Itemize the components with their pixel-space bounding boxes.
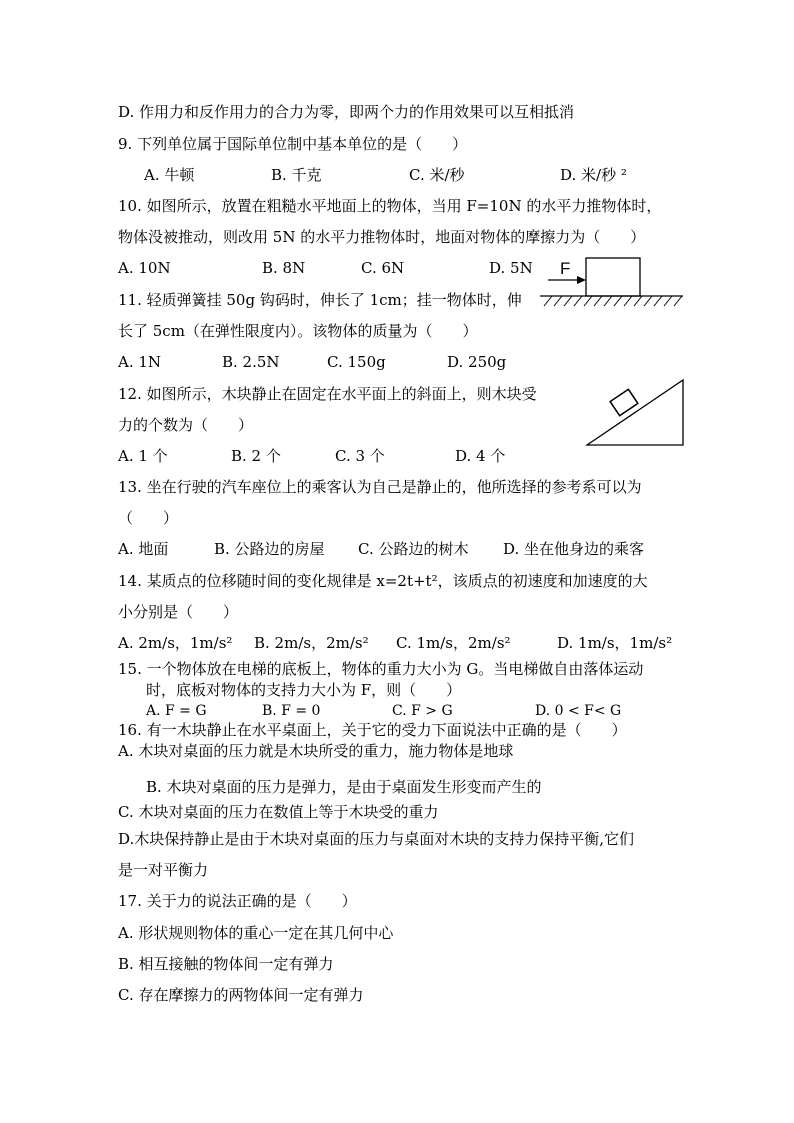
block	[586, 258, 640, 296]
q12-option-b: B. 2 个	[231, 447, 281, 465]
q9-option-c: C. 米/秒	[409, 166, 465, 184]
q15-stem-1: 15. 一个物体放在电梯的底板上，物体的重力大小为 G。当电梯做自由落体运动	[118, 660, 644, 678]
q15-option-a: A. F = G	[146, 703, 207, 719]
q10-stem-2: 物体没被推动，则改用 5N 的水平力推物体时，地面对物体的摩擦力为（ ）	[118, 228, 646, 246]
q17-stem: 17. 关于力的说法正确的是（ ）	[118, 892, 357, 910]
q16-option-b: B. 木块对桌面的压力是弹力，是由于桌面发生形变而产生的	[146, 778, 542, 796]
q10-option-a: A. 10N	[118, 259, 171, 277]
q13-option-a: A. 地面	[118, 540, 169, 558]
q8-option-d: D. 作用力和反作用力的合力为零，即两个力的作用效果可以互相抵消	[118, 103, 575, 121]
q12-option-a: A. 1 个	[118, 447, 168, 465]
q10-stem-1: 10. 如图所示，放置在粗糙水平地面上的物体，当用 F=10N 的水平力推物体时，	[118, 197, 662, 215]
incline-block	[610, 389, 638, 415]
q13-stem-2: （ ）	[118, 509, 179, 527]
q11-option-c: C. 150g	[327, 353, 386, 371]
q11-option-a: A. 1N	[118, 353, 162, 371]
q17-option-c: C. 存在摩擦力的两物体间一定有弹力	[118, 986, 364, 1004]
q15-option-c: C. F > G	[392, 703, 453, 719]
q16-option-d-1: D.木块保持静止是由于木块对桌面的压力与桌面对木块的支持力保持平衡,它们	[118, 830, 635, 848]
q12-option-c: C. 3 个	[335, 447, 385, 465]
q12-stem-2: 力的个数为（ ）	[118, 416, 254, 434]
q16-option-d-2: 是一对平衡力	[118, 861, 209, 879]
ground-hatch	[544, 296, 682, 306]
q14-option-c: C. 1m/s，2m/s²	[396, 634, 511, 652]
q14-stem-2: 小分别是（ ）	[118, 603, 239, 621]
q9-option-d: D. 米/秒 ²	[560, 166, 627, 184]
force-label: F	[560, 259, 571, 278]
q12-stem-1: 12. 如图所示，木块静止在固定在水平面上的斜面上，则木块受	[118, 385, 537, 403]
q11-option-d: D. 250g	[447, 353, 507, 371]
force-block-figure	[540, 252, 690, 312]
q14-option-b: B. 2m/s，2m/s²	[254, 634, 369, 652]
q10-option-d: D. 5N	[489, 259, 533, 277]
q11-stem-1: 11. 轻质弹簧挂 50g 钩码时，伸长了 1cm；挂一物体时，伸	[118, 291, 522, 309]
q16-stem: 16. 有一木块静止在水平桌面上，关于它的受力下面说法中正确的是（ ）	[118, 721, 627, 739]
force-arrow-head-icon	[577, 276, 586, 284]
q15-option-d: D. 0 < F< G	[535, 703, 622, 719]
q16-option-a: A. 木块对桌面的压力就是木块所受的重力，施力物体是地球	[118, 742, 514, 760]
q10-option-c: C. 6N	[361, 259, 405, 277]
q17-option-a: A. 形状规则物体的重心一定在其几何中心	[118, 924, 394, 942]
q17-option-b: B. 相互接触的物体间一定有弹力	[118, 955, 334, 973]
q13-stem-1: 13. 坐在行驶的汽车座位上的乘客认为自己是静止的，他所选择的参考系可以为	[118, 478, 642, 496]
q16-option-c: C. 木块对桌面的压力在数值上等于木块受的重力	[118, 803, 439, 821]
q15-option-b: B. F = 0	[262, 703, 321, 719]
incline-block-figure	[585, 378, 687, 448]
q9-option-a: A. 牛顿	[144, 166, 195, 184]
q13-option-b: B. 公路边的房屋	[214, 540, 325, 558]
q11-stem-2: 长了 5cm（在弹性限度内）。该物体的质量为（ ）	[118, 322, 478, 340]
q14-option-d: D. 1m/s，1m/s²	[557, 634, 673, 652]
q15-stem-2: 时，底板对物体的支持力大小为 F，则（ ）	[146, 681, 462, 699]
q13-option-d: D. 坐在他身边的乘客	[503, 540, 645, 558]
q9-stem: 9. 下列单位属于国际单位制中基本单位的是（ ）	[118, 135, 468, 153]
q12-option-d: D. 4 个	[455, 447, 506, 465]
incline	[587, 380, 683, 445]
q14-stem-1: 14. 某质点的位移随时间的变化规律是 x=2t+t²，该质点的初速度和加速度的大	[118, 572, 648, 590]
q13-option-c: C. 公路边的树木	[358, 540, 469, 558]
q11-option-b: B. 2.5N	[222, 353, 280, 371]
q14-option-a: A. 2m/s，1m/s²	[118, 634, 233, 652]
q10-option-b: B. 8N	[262, 259, 306, 277]
q9-option-b: B. 千克	[271, 166, 322, 184]
